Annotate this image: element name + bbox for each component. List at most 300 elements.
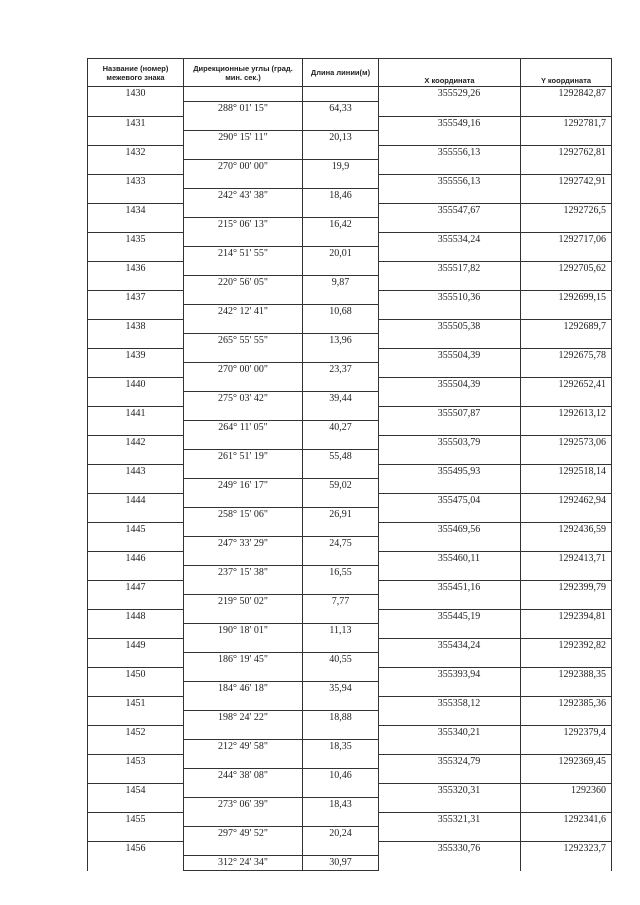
empty-cell [303,609,379,624]
y-coordinate-cell: 1292652,41 [521,377,612,392]
direction-angle-cell: 215° 06' 13" [184,218,303,233]
y-coordinate-cell: 1292388,35 [521,667,612,682]
table-row [88,421,612,436]
x-coordinate-cell: 355340,21 [379,725,521,740]
point-name-cell: 1437 [88,290,184,305]
point-name-cell: 1433 [88,174,184,189]
empty-cell [184,232,303,247]
x-coordinate-cell: 355358,12 [379,696,521,711]
header-line-length: Длина линии(м) [303,59,379,87]
line-length-cell: 40,27 [303,421,379,436]
x-coordinate-cell: 355475,04 [379,493,521,508]
empty-cell [303,145,379,160]
table-row [88,783,612,798]
y-coordinate-cell: 1292675,78 [521,348,612,363]
point-name-cell: 1434 [88,203,184,218]
y-coordinate-cell: 1292385,36 [521,696,612,711]
empty-cell [184,841,303,856]
table-row [88,754,612,769]
table-row [88,87,612,102]
empty-cell [184,116,303,131]
empty-cell [303,87,379,102]
empty-cell [88,479,184,494]
table-row [88,276,612,291]
empty-cell [88,218,184,233]
x-coordinate-cell: 355534,24 [379,232,521,247]
y-coordinate-cell: 1292842,87 [521,87,612,102]
y-coordinate-cell: 1292689,7 [521,319,612,334]
empty-cell [303,841,379,856]
empty-cell [88,450,184,465]
table-row [88,696,612,711]
table-row [88,769,612,784]
table-row [88,290,612,305]
table-row [88,102,612,117]
x-coordinate-cell: 355549,16 [379,116,521,131]
line-length-cell: 40,55 [303,653,379,668]
direction-angle-cell: 212° 49' 58" [184,740,303,755]
line-length-cell: 35,94 [303,682,379,697]
direction-angle-cell: 190° 18' 01" [184,624,303,639]
table-row [88,363,612,378]
direction-angle-cell: 237° 15' 38" [184,566,303,581]
direction-angle-cell: 242° 12' 41" [184,305,303,320]
boundary-coordinates-table [87,58,612,871]
x-coordinate-cell: 355504,39 [379,348,521,363]
direction-angle-cell: 219° 50' 02" [184,595,303,610]
direction-angle-cell: 288° 01' 15" [184,102,303,117]
empty-cell [184,348,303,363]
empty-cell [88,624,184,639]
empty-cell [184,493,303,508]
table-row [88,638,612,653]
x-coordinate-cell: 355451,16 [379,580,521,595]
empty-cell [88,856,184,871]
table-row [88,319,612,334]
empty-cell [184,87,303,102]
empty-cell [521,566,612,581]
x-coordinate-cell: 355529,26 [379,87,521,102]
empty-cell [379,827,521,842]
empty-cell [521,160,612,175]
table-row [88,450,612,465]
y-coordinate-cell: 1292394,81 [521,609,612,624]
empty-cell [521,102,612,117]
empty-cell [184,812,303,827]
x-coordinate-cell: 355510,36 [379,290,521,305]
table-row [88,522,612,537]
table-header-row [88,59,612,87]
point-name-cell: 1448 [88,609,184,624]
direction-angle-cell: 264° 11' 05" [184,421,303,436]
direction-angle-cell: 249° 16' 17" [184,479,303,494]
empty-cell [521,189,612,204]
empty-cell [521,334,612,349]
table-row [88,145,612,160]
table-row [88,682,612,697]
y-coordinate-cell: 1292399,79 [521,580,612,595]
empty-cell [521,769,612,784]
line-length-cell: 20,24 [303,827,379,842]
point-name-cell: 1451 [88,696,184,711]
direction-angle-cell: 244° 38' 08" [184,769,303,784]
table-row [88,798,612,813]
point-name-cell: 1447 [88,580,184,595]
empty-cell [88,537,184,552]
table-row [88,406,612,421]
point-name-cell: 1455 [88,812,184,827]
empty-cell [184,435,303,450]
y-coordinate-cell: 1292360 [521,783,612,798]
point-name-cell: 1436 [88,261,184,276]
y-coordinate-cell: 1292518,14 [521,464,612,479]
table-row [88,392,612,407]
table-row [88,305,612,320]
line-length-cell: 23,37 [303,363,379,378]
empty-cell [379,537,521,552]
empty-cell [184,145,303,160]
empty-cell [379,653,521,668]
empty-cell [184,203,303,218]
x-coordinate-cell: 355324,79 [379,754,521,769]
empty-cell [521,537,612,552]
x-coordinate-cell: 355460,11 [379,551,521,566]
empty-cell [521,131,612,146]
empty-cell [303,174,379,189]
direction-angle-cell: 261° 51' 19" [184,450,303,465]
line-length-cell: 11,13 [303,624,379,639]
table-row [88,725,612,740]
empty-cell [521,856,612,871]
direction-angle-cell: 297° 49' 52" [184,827,303,842]
empty-cell [184,580,303,595]
table-row [88,841,612,856]
empty-cell [88,247,184,262]
empty-cell [521,247,612,262]
point-name-cell: 1454 [88,783,184,798]
table-body [88,87,612,871]
empty-cell [379,479,521,494]
y-coordinate-cell: 1292341,6 [521,812,612,827]
direction-angle-cell: 198° 24' 22" [184,711,303,726]
point-name-cell: 1445 [88,522,184,537]
empty-cell [88,595,184,610]
empty-cell [303,493,379,508]
empty-cell [88,305,184,320]
direction-angle-cell: 273° 06' 39" [184,798,303,813]
empty-cell [521,740,612,755]
header-direction-angle: Дирекционные углы (град. мин. сек.) [184,59,303,87]
empty-cell [184,754,303,769]
empty-cell [88,740,184,755]
table-row [88,827,612,842]
empty-cell [303,406,379,421]
x-coordinate-cell: 355556,13 [379,174,521,189]
empty-cell [303,667,379,682]
y-coordinate-cell: 1292726,5 [521,203,612,218]
empty-cell [379,276,521,291]
point-name-cell: 1441 [88,406,184,421]
direction-angle-cell: 220° 56' 05" [184,276,303,291]
x-coordinate-cell: 355321,31 [379,812,521,827]
x-coordinate-cell: 355504,39 [379,377,521,392]
empty-cell [379,131,521,146]
point-name-cell: 1443 [88,464,184,479]
line-length-cell: 18,46 [303,189,379,204]
table-row [88,580,612,595]
y-coordinate-cell: 1292613,12 [521,406,612,421]
empty-cell [379,682,521,697]
empty-cell [88,363,184,378]
empty-cell [303,638,379,653]
empty-cell [303,232,379,247]
empty-cell [521,595,612,610]
y-coordinate-cell: 1292573,06 [521,435,612,450]
x-coordinate-cell: 355517,82 [379,261,521,276]
empty-cell [184,725,303,740]
empty-cell [303,435,379,450]
empty-cell [379,102,521,117]
line-length-cell: 24,75 [303,537,379,552]
table-row [88,435,612,450]
table-row [88,551,612,566]
line-length-cell: 26,91 [303,508,379,523]
point-name-cell: 1442 [88,435,184,450]
empty-cell [521,392,612,407]
empty-cell [303,203,379,218]
empty-cell [303,348,379,363]
empty-cell [88,421,184,436]
line-length-cell: 30,97 [303,856,379,871]
table-row [88,203,612,218]
line-length-cell: 55,48 [303,450,379,465]
empty-cell [184,377,303,392]
table-row [88,160,612,175]
empty-cell [379,798,521,813]
point-name-cell: 1431 [88,116,184,131]
direction-angle-cell: 275° 03' 42" [184,392,303,407]
line-length-cell: 18,43 [303,798,379,813]
point-name-cell: 1430 [88,87,184,102]
table-row [88,508,612,523]
empty-cell [88,392,184,407]
table-row [88,116,612,131]
empty-cell [521,827,612,842]
empty-cell [379,392,521,407]
line-length-cell: 10,68 [303,305,379,320]
empty-cell [303,754,379,769]
empty-cell [184,609,303,624]
line-length-cell: 9,87 [303,276,379,291]
empty-cell [379,740,521,755]
empty-cell [521,682,612,697]
table-row [88,493,612,508]
empty-cell [521,508,612,523]
point-name-cell: 1452 [88,725,184,740]
empty-cell [184,551,303,566]
empty-cell [88,769,184,784]
table-row [88,189,612,204]
empty-cell [379,305,521,320]
x-coordinate-cell: 355507,87 [379,406,521,421]
direction-angle-cell: 265° 55' 55" [184,334,303,349]
y-coordinate-cell: 1292462,94 [521,493,612,508]
empty-cell [88,508,184,523]
empty-cell [88,131,184,146]
table-row [88,609,612,624]
empty-cell [303,261,379,276]
empty-cell [379,450,521,465]
table-row [88,856,612,871]
empty-cell [379,189,521,204]
direction-angle-cell: 214° 51' 55" [184,247,303,262]
x-coordinate-cell: 355469,56 [379,522,521,537]
x-coordinate-cell: 355320,31 [379,783,521,798]
boundary-coordinates-sheet [87,58,611,871]
table-row [88,464,612,479]
empty-cell [88,102,184,117]
empty-cell [521,363,612,378]
table-row [88,566,612,581]
empty-cell [184,406,303,421]
empty-cell [88,334,184,349]
table-row [88,812,612,827]
point-name-cell: 1456 [88,841,184,856]
empty-cell [303,551,379,566]
direction-angle-cell: 270° 00' 00" [184,160,303,175]
empty-cell [379,769,521,784]
point-name-cell: 1449 [88,638,184,653]
empty-cell [379,624,521,639]
y-coordinate-cell: 1292392,82 [521,638,612,653]
empty-cell [379,508,521,523]
y-coordinate-cell: 1292762,81 [521,145,612,160]
direction-angle-cell: 270° 00' 00" [184,363,303,378]
table-row [88,261,612,276]
table-row [88,479,612,494]
empty-cell [303,522,379,537]
empty-cell [521,421,612,436]
empty-cell [521,305,612,320]
direction-angle-cell: 184° 46' 18" [184,682,303,697]
table-row [88,653,612,668]
empty-cell [303,377,379,392]
header-x-coordinate: X координата [379,59,521,87]
empty-cell [303,696,379,711]
empty-cell [521,218,612,233]
empty-cell [303,116,379,131]
empty-cell [379,363,521,378]
x-coordinate-cell: 355330,76 [379,841,521,856]
empty-cell [303,290,379,305]
table-row [88,667,612,682]
empty-cell [521,479,612,494]
y-coordinate-cell: 1292742,91 [521,174,612,189]
empty-cell [88,653,184,668]
empty-cell [184,522,303,537]
line-length-cell: 20,13 [303,131,379,146]
line-length-cell: 19,9 [303,160,379,175]
point-name-cell: 1444 [88,493,184,508]
header-y-coordinate: Y координата [521,59,612,87]
x-coordinate-cell: 355393,94 [379,667,521,682]
point-name-cell: 1439 [88,348,184,363]
empty-cell [379,566,521,581]
direction-angle-cell: 247° 33' 29" [184,537,303,552]
empty-cell [184,783,303,798]
y-coordinate-cell: 1292436,59 [521,522,612,537]
line-length-cell: 59,02 [303,479,379,494]
table-row [88,174,612,189]
empty-cell [521,450,612,465]
empty-cell [379,856,521,871]
table-row [88,131,612,146]
table-row [88,624,612,639]
empty-cell [184,667,303,682]
direction-angle-cell: 186° 19' 45" [184,653,303,668]
table-row [88,537,612,552]
line-length-cell: 13,96 [303,334,379,349]
point-name-cell: 1450 [88,667,184,682]
empty-cell [88,682,184,697]
empty-cell [521,653,612,668]
empty-cell [303,725,379,740]
empty-cell [303,783,379,798]
empty-cell [88,189,184,204]
x-coordinate-cell: 355495,93 [379,464,521,479]
y-coordinate-cell: 1292379,4 [521,725,612,740]
x-coordinate-cell: 355505,38 [379,319,521,334]
direction-angle-cell: 258° 15' 06" [184,508,303,523]
table-row [88,218,612,233]
y-coordinate-cell: 1292369,45 [521,754,612,769]
empty-cell [184,261,303,276]
empty-cell [88,827,184,842]
x-coordinate-cell: 355434,24 [379,638,521,653]
y-coordinate-cell: 1292413,71 [521,551,612,566]
line-length-cell: 64,33 [303,102,379,117]
empty-cell [184,638,303,653]
x-coordinate-cell: 355445,19 [379,609,521,624]
point-name-cell: 1453 [88,754,184,769]
empty-cell [184,290,303,305]
empty-cell [88,798,184,813]
empty-cell [521,798,612,813]
line-length-cell: 16,55 [303,566,379,581]
empty-cell [379,334,521,349]
empty-cell [379,218,521,233]
point-name-cell: 1435 [88,232,184,247]
table-row [88,740,612,755]
line-length-cell: 39,44 [303,392,379,407]
point-name-cell: 1432 [88,145,184,160]
y-coordinate-cell: 1292781,7 [521,116,612,131]
point-name-cell: 1440 [88,377,184,392]
point-name-cell: 1446 [88,551,184,566]
table-row [88,711,612,726]
y-coordinate-cell: 1292717,06 [521,232,612,247]
x-coordinate-cell: 355547,67 [379,203,521,218]
empty-cell [88,566,184,581]
y-coordinate-cell: 1292323,7 [521,841,612,856]
header-point-name: Название (номер) межевого знака [88,59,184,87]
table-row [88,348,612,363]
empty-cell [184,319,303,334]
empty-cell [379,160,521,175]
empty-cell [303,464,379,479]
direction-angle-cell: 290° 15' 11" [184,131,303,146]
empty-cell [379,247,521,262]
